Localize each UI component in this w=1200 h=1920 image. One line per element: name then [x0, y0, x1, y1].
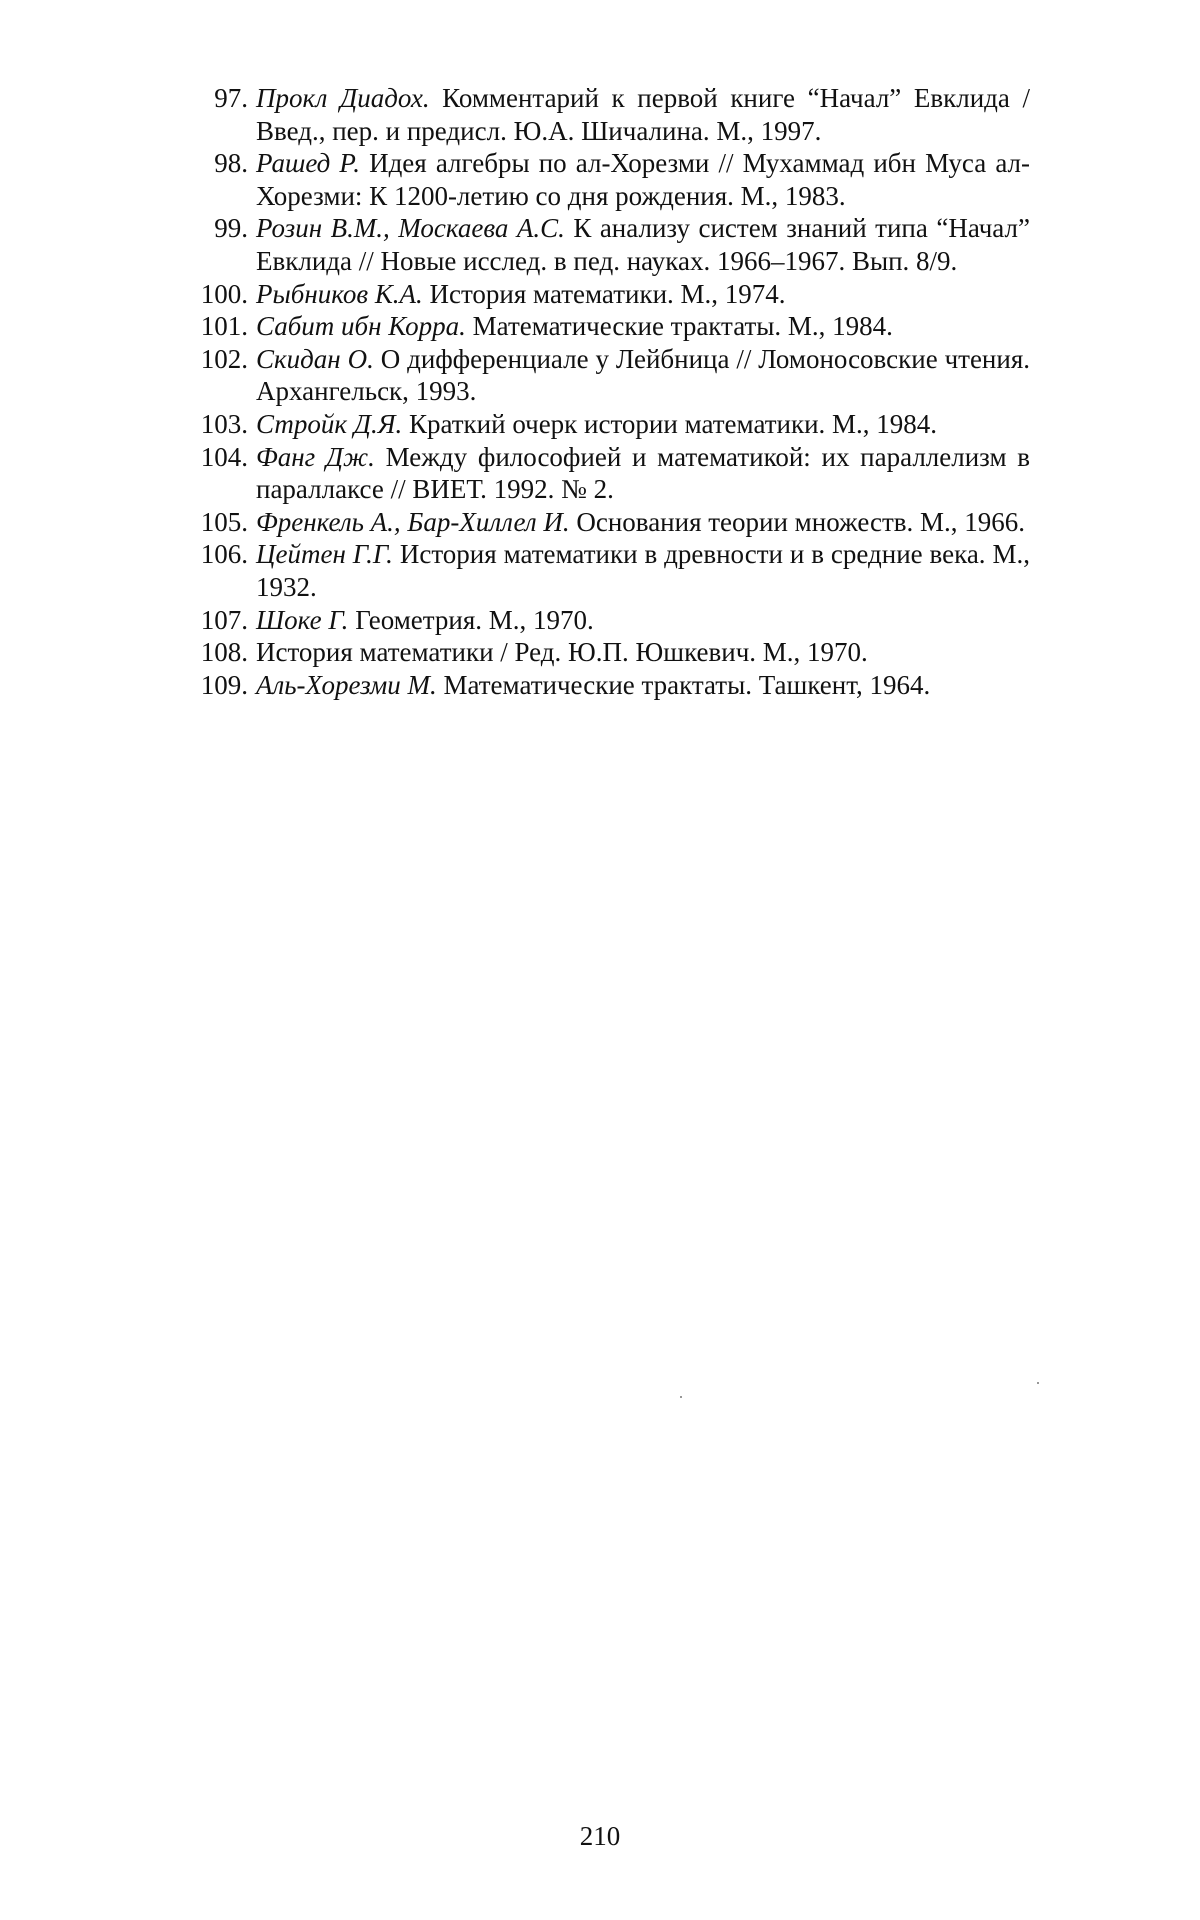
entry-author: Скидан О.	[256, 343, 374, 374]
entry-title: Геометрия. М., 1970.	[348, 604, 594, 635]
bibliography-entry	[195, 538, 1030, 603]
entry-text	[256, 636, 1030, 669]
entry-author: Розин В.М., Москаева А.С.	[256, 213, 565, 244]
entry-number: 105.	[200, 506, 248, 537]
entry-text	[256, 343, 1030, 408]
entry-author: Фанг Дж.	[256, 441, 375, 472]
entry-author: Прокл Диадох.	[256, 83, 430, 113]
entry-title: О дифференциале у Лейбница // Ломоносовские чтения. Архангельск, 1993.	[256, 343, 1030, 407]
entry-author: Сабит ибн Корра.	[256, 311, 466, 342]
bibliography-entry	[195, 506, 1030, 539]
entry-text	[256, 212, 1030, 277]
entry-author: Шоке Г.	[256, 604, 349, 635]
entry-number: 107.	[200, 604, 248, 635]
bibliography-entry	[195, 147, 1030, 212]
entry-title: Между философией и математикой: их параллелизм в параллаксе // ВИЕТ. 1992. № 2.	[256, 441, 1031, 505]
bibliography-entry	[195, 310, 1030, 343]
entry-title: Краткий очерк истории математики. М., 1984.	[402, 408, 938, 439]
entry-title: К анализу систем знаний типа “Начал” Евклида // Новые исслед. в пед. науках. 1966–1967. Вып. 8/9.	[256, 213, 1030, 276]
bibliography-entry	[195, 212, 1030, 277]
bibliography-entry	[195, 441, 1030, 506]
bibliography-entry	[195, 408, 1030, 441]
bibliography-entry	[195, 604, 1030, 637]
entry-title: История математики. М., 1974.	[422, 278, 786, 309]
entry-text	[256, 669, 1030, 702]
entry-title: История математики / Ред. Ю.П. Юшкевич. М., 1970.	[256, 637, 868, 668]
entry-number: 97.	[214, 83, 248, 113]
entry-text	[256, 506, 1030, 539]
entry-text	[256, 147, 1030, 212]
entry-text	[256, 82, 1030, 147]
scan-speck	[1037, 1382, 1039, 1384]
entry-author: Рыбников К.А.	[256, 278, 423, 309]
entry-title: Идея алгебры по ал-Хорезми // Мухаммад ибн Муса ал-Хорезми: К 1200-летию со дня рождения. М., 1983.	[256, 148, 1031, 211]
page-number: 210	[579, 1821, 621, 1851]
entry-number: 101.	[200, 311, 248, 342]
entry-author: Цейтен Г.Г.	[256, 539, 393, 570]
scan-speck	[680, 1396, 682, 1398]
entry-title: Комментарий к первой книге “Начал” Евклида / Введ., пер. и предисл. Ю.А. Шичалина. М., 1997.	[256, 83, 1030, 146]
entry-title: Основания теории множеств. М., 1966.	[569, 506, 1026, 537]
entry-number: 109.	[200, 669, 248, 700]
entry-title: История математики в древности и в средние века. М., 1932.	[256, 539, 1030, 602]
entry-number: 98.	[214, 148, 248, 179]
entry-author: Стройк Д.Я.	[256, 408, 403, 439]
entry-number: 100.	[200, 278, 248, 309]
entry-number: 108.	[200, 637, 248, 668]
bibliography-list	[195, 82, 1030, 701]
entry-number: 106.	[200, 539, 248, 570]
entry-title: Математические трактаты. М., 1984.	[465, 311, 893, 342]
entry-author: Рашед Р.	[256, 148, 360, 179]
entry-text	[256, 604, 1030, 637]
entry-author: Аль-Хорезми М.	[256, 669, 437, 700]
entry-number: 103.	[200, 408, 248, 439]
entry-author: Френкель А., Бар-Хиллел И.	[256, 506, 570, 537]
entry-text	[256, 278, 1030, 311]
bibliography-entry	[195, 669, 1030, 702]
entry-title: Математические трактаты. Ташкент, 1964.	[436, 669, 931, 700]
entry-number: 102.	[200, 343, 248, 374]
entry-number: 99.	[214, 213, 248, 244]
bibliography-entry	[195, 82, 1030, 147]
bibliography-entry	[195, 636, 1030, 669]
bibliography-entry	[195, 278, 1030, 311]
entry-text	[256, 538, 1030, 603]
entry-text	[256, 408, 1030, 441]
entry-text	[256, 441, 1030, 506]
entry-text	[256, 310, 1030, 343]
entry-number: 104.	[200, 441, 248, 472]
bibliography-entry	[195, 343, 1030, 408]
